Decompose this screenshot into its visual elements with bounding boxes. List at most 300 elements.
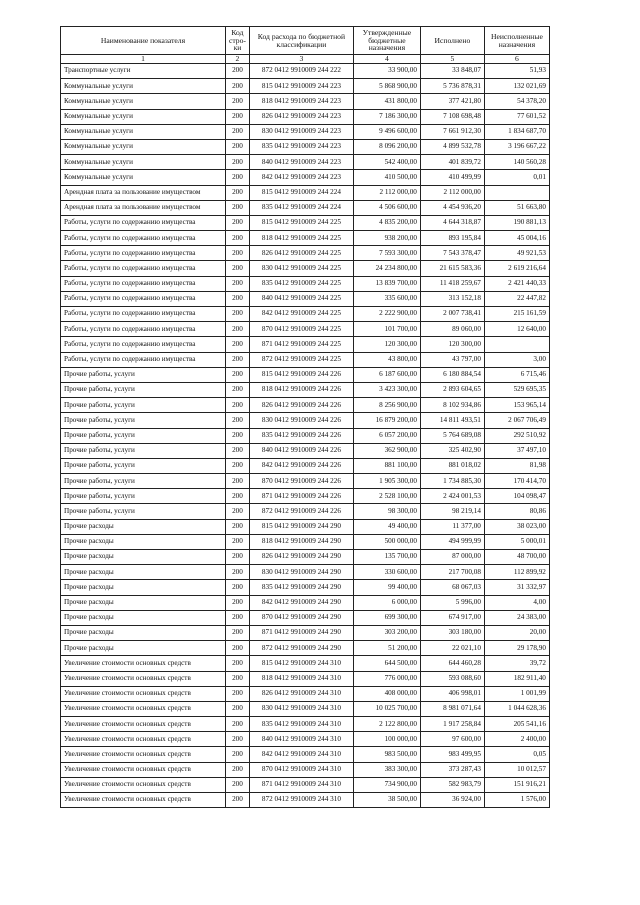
cell-executed: 582 983,79 <box>420 777 484 792</box>
table-row <box>61 200 550 215</box>
cell-unexecuted: 182 911,40 <box>484 671 549 686</box>
cell-line: 200 <box>226 686 250 701</box>
cell-code: 871 0412 9910009 244 290 <box>249 625 353 640</box>
cell-unexecuted: 140 560,28 <box>484 155 549 170</box>
cell-line: 200 <box>226 565 250 580</box>
cell-approved: 2 122 800,00 <box>353 717 420 732</box>
table-row <box>61 656 550 671</box>
table-row <box>61 534 550 549</box>
cell-executed: 7 543 378,47 <box>420 246 484 261</box>
table-row <box>61 550 550 565</box>
table-row <box>61 246 550 261</box>
table-row <box>61 139 550 154</box>
table-row <box>61 610 550 625</box>
table-row <box>61 625 550 640</box>
cell-name: Прочие работы, услуги <box>61 474 226 489</box>
cell-unexecuted: 3,00 <box>484 352 549 367</box>
cell-name: Арендная плата за пользование имуществом <box>61 185 226 200</box>
cell-approved: 6 187 600,00 <box>353 367 420 382</box>
cell-unexecuted: 6 715,46 <box>484 367 549 382</box>
cell-line: 200 <box>226 641 250 656</box>
cell-code: 872 0412 9910009 244 225 <box>249 352 353 367</box>
cell-approved: 881 100,00 <box>353 458 420 473</box>
table-row <box>61 352 550 367</box>
cell-line: 200 <box>226 200 250 215</box>
table-row <box>61 64 550 79</box>
cell-code: 818 0412 9910009 244 290 <box>249 534 353 549</box>
cell-code: 830 0412 9910009 244 223 <box>249 124 353 139</box>
cell-approved: 9 496 600,00 <box>353 124 420 139</box>
cell-line: 200 <box>226 595 250 610</box>
cell-code: 842 0412 9910009 244 223 <box>249 170 353 185</box>
cell-code: 842 0412 9910009 244 290 <box>249 595 353 610</box>
cell-line: 200 <box>226 413 250 428</box>
cell-name: Прочие расходы <box>61 534 226 549</box>
cell-line: 200 <box>226 671 250 686</box>
cell-executed: 4 899 532,78 <box>420 139 484 154</box>
cell-name: Увеличение стоимости основных средств <box>61 656 226 671</box>
cell-approved: 8 096 200,00 <box>353 139 420 154</box>
cell-unexecuted: 39,72 <box>484 656 549 671</box>
column-number: 5 <box>420 55 484 64</box>
cell-name: Прочие расходы <box>61 610 226 625</box>
table-row <box>61 382 550 397</box>
cell-executed: 5 764 689,08 <box>420 428 484 443</box>
cell-approved: 644 500,00 <box>353 656 420 671</box>
cell-name: Прочие работы, услуги <box>61 504 226 519</box>
cell-approved: 101 700,00 <box>353 322 420 337</box>
cell-approved: 983 500,00 <box>353 747 420 762</box>
cell-unexecuted: 54 378,20 <box>484 94 549 109</box>
cell-approved: 431 800,00 <box>353 94 420 109</box>
cell-line: 200 <box>226 398 250 413</box>
cell-approved: 4 835 200,00 <box>353 215 420 230</box>
cell-line: 200 <box>226 261 250 276</box>
cell-name: Коммунальные услуги <box>61 155 226 170</box>
cell-name: Увеличение стоимости основных средств <box>61 777 226 792</box>
cell-executed: 1 917 258,84 <box>420 717 484 732</box>
cell-code: 818 0412 9910009 244 225 <box>249 231 353 246</box>
cell-line: 200 <box>226 337 250 352</box>
cell-approved: 7 186 300,00 <box>353 109 420 124</box>
cell-executed: 893 195,84 <box>420 231 484 246</box>
table-row <box>61 215 550 230</box>
header-unexecuted: Неисполненные назначения <box>484 27 549 55</box>
cell-name: Увеличение стоимости основных средств <box>61 732 226 747</box>
table-row <box>61 109 550 124</box>
table-row <box>61 276 550 291</box>
cell-unexecuted: 4,00 <box>484 595 549 610</box>
cell-executed: 217 700,08 <box>420 565 484 580</box>
cell-code: 871 0412 9910009 244 226 <box>249 489 353 504</box>
cell-line: 200 <box>226 489 250 504</box>
cell-name: Прочие расходы <box>61 641 226 656</box>
cell-executed: 983 499,95 <box>420 747 484 762</box>
cell-line: 200 <box>226 474 250 489</box>
table-row <box>61 671 550 686</box>
cell-name: Арендная плата за пользование имуществом <box>61 200 226 215</box>
cell-approved: 500 000,00 <box>353 534 420 549</box>
cell-unexecuted: 1 044 628,36 <box>484 701 549 716</box>
cell-approved: 16 879 200,00 <box>353 413 420 428</box>
cell-executed: 89 060,00 <box>420 322 484 337</box>
cell-code: 870 0412 9910009 244 290 <box>249 610 353 625</box>
cell-approved: 362 900,00 <box>353 443 420 458</box>
cell-line: 200 <box>226 610 250 625</box>
cell-approved: 120 300,00 <box>353 337 420 352</box>
cell-unexecuted: 205 541,16 <box>484 717 549 732</box>
cell-name: Работы, услуги по содержанию имущества <box>61 352 226 367</box>
cell-unexecuted: 1 001,99 <box>484 686 549 701</box>
cell-code: 872 0412 9910009 244 222 <box>249 64 353 79</box>
cell-code: 840 0412 9910009 244 310 <box>249 732 353 747</box>
header-approved: Утвержденные бюджетные назначения <box>353 27 420 55</box>
cell-code: 842 0412 9910009 244 310 <box>249 747 353 762</box>
cell-name: Увеличение стоимости основных средств <box>61 762 226 777</box>
cell-name: Прочие работы, услуги <box>61 428 226 443</box>
cell-name: Увеличение стоимости основных средств <box>61 701 226 716</box>
cell-name: Коммунальные услуги <box>61 170 226 185</box>
table-row <box>61 155 550 170</box>
cell-unexecuted: 49 921,53 <box>484 246 549 261</box>
cell-unexecuted <box>484 337 549 352</box>
cell-line: 200 <box>226 793 250 808</box>
cell-code: 870 0412 9910009 244 310 <box>249 762 353 777</box>
cell-approved: 24 234 800,00 <box>353 261 420 276</box>
cell-approved: 5 868 900,00 <box>353 79 420 94</box>
cell-name: Работы, услуги по содержанию имущества <box>61 215 226 230</box>
cell-unexecuted: 22 447,82 <box>484 291 549 306</box>
cell-line: 200 <box>226 762 250 777</box>
cell-name: Работы, услуги по содержанию имущества <box>61 246 226 261</box>
cell-executed: 6 180 884,54 <box>420 367 484 382</box>
cell-line: 200 <box>226 79 250 94</box>
header-code: Код расхода по бюджетной классификации <box>249 27 353 55</box>
cell-line: 200 <box>226 519 250 534</box>
cell-executed: 68 067,03 <box>420 580 484 595</box>
table-row <box>61 717 550 732</box>
cell-approved: 49 400,00 <box>353 519 420 534</box>
column-number: 3 <box>249 55 353 64</box>
header-row <box>61 27 550 55</box>
cell-unexecuted: 292 510,92 <box>484 428 549 443</box>
cell-approved: 938 200,00 <box>353 231 420 246</box>
table-row <box>61 185 550 200</box>
cell-code: 826 0412 9910009 244 290 <box>249 550 353 565</box>
cell-code: 835 0412 9910009 244 310 <box>249 717 353 732</box>
cell-approved: 38 500,00 <box>353 793 420 808</box>
cell-unexecuted: 2 067 706,49 <box>484 413 549 428</box>
table-row <box>61 170 550 185</box>
cell-code: 826 0412 9910009 244 310 <box>249 686 353 701</box>
cell-line: 200 <box>226 215 250 230</box>
cell-line: 200 <box>226 139 250 154</box>
cell-approved: 2 222 900,00 <box>353 307 420 322</box>
cell-code: 818 0412 9910009 244 310 <box>249 671 353 686</box>
cell-name: Работы, услуги по содержанию имущества <box>61 231 226 246</box>
cell-name: Прочие расходы <box>61 580 226 595</box>
cell-approved: 699 300,00 <box>353 610 420 625</box>
cell-code: 815 0412 9910009 244 290 <box>249 519 353 534</box>
cell-line: 200 <box>226 94 250 109</box>
cell-code: 872 0412 9910009 244 290 <box>249 641 353 656</box>
cell-name: Прочие расходы <box>61 565 226 580</box>
cell-unexecuted: 151 916,21 <box>484 777 549 792</box>
cell-name: Коммунальные услуги <box>61 79 226 94</box>
cell-unexecuted: 37 497,10 <box>484 443 549 458</box>
column-number: 2 <box>226 55 250 64</box>
cell-executed: 22 021,10 <box>420 641 484 656</box>
table-row <box>61 124 550 139</box>
cell-executed: 377 421,80 <box>420 94 484 109</box>
cell-line: 200 <box>226 701 250 716</box>
cell-approved: 410 500,00 <box>353 170 420 185</box>
cell-name: Работы, услуги по содержанию имущества <box>61 337 226 352</box>
table-row <box>61 565 550 580</box>
cell-line: 200 <box>226 246 250 261</box>
cell-approved: 2 112 000,00 <box>353 185 420 200</box>
cell-executed: 36 924,00 <box>420 793 484 808</box>
cell-code: 871 0412 9910009 244 310 <box>249 777 353 792</box>
table-row <box>61 732 550 747</box>
table-row <box>61 443 550 458</box>
cell-executed: 644 460,28 <box>420 656 484 671</box>
cell-executed: 43 797,00 <box>420 352 484 367</box>
cell-code: 840 0412 9910009 244 225 <box>249 291 353 306</box>
cell-unexecuted: 81,98 <box>484 458 549 473</box>
cell-unexecuted: 3 196 667,22 <box>484 139 549 154</box>
cell-code: 818 0412 9910009 244 223 <box>249 94 353 109</box>
cell-code: 872 0412 9910009 244 310 <box>249 793 353 808</box>
cell-line: 200 <box>226 382 250 397</box>
cell-approved: 2 528 100,00 <box>353 489 420 504</box>
cell-code: 818 0412 9910009 244 226 <box>249 382 353 397</box>
cell-unexecuted: 1 834 687,70 <box>484 124 549 139</box>
cell-unexecuted: 153 965,14 <box>484 398 549 413</box>
cell-executed: 325 402,90 <box>420 443 484 458</box>
cell-approved: 33 900,00 <box>353 64 420 79</box>
table-row <box>61 504 550 519</box>
header-name: Наименование показателя <box>61 27 226 55</box>
cell-code: 830 0412 9910009 244 226 <box>249 413 353 428</box>
cell-approved: 6 000,00 <box>353 595 420 610</box>
cell-executed: 11 418 259,67 <box>420 276 484 291</box>
cell-name: Работы, услуги по содержанию имущества <box>61 291 226 306</box>
cell-approved: 408 000,00 <box>353 686 420 701</box>
cell-approved: 135 700,00 <box>353 550 420 565</box>
cell-line: 200 <box>226 534 250 549</box>
cell-name: Прочие работы, услуги <box>61 382 226 397</box>
cell-executed: 98 219,14 <box>420 504 484 519</box>
cell-executed: 5 996,00 <box>420 595 484 610</box>
cell-code: 830 0412 9910009 244 225 <box>249 261 353 276</box>
cell-unexecuted: 0,05 <box>484 747 549 762</box>
cell-code: 815 0412 9910009 244 223 <box>249 79 353 94</box>
cell-line: 200 <box>226 550 250 565</box>
cell-executed: 2 424 001,53 <box>420 489 484 504</box>
cell-unexecuted: 215 161,59 <box>484 307 549 322</box>
cell-code: 871 0412 9910009 244 225 <box>249 337 353 352</box>
cell-name: Работы, услуги по содержанию имущества <box>61 307 226 322</box>
cell-unexecuted: 31 332,97 <box>484 580 549 595</box>
cell-executed: 303 180,00 <box>420 625 484 640</box>
table-row <box>61 489 550 504</box>
cell-line: 200 <box>226 580 250 595</box>
table-row <box>61 701 550 716</box>
cell-line: 200 <box>226 170 250 185</box>
cell-line: 200 <box>226 717 250 732</box>
cell-executed: 120 300,00 <box>420 337 484 352</box>
cell-executed: 8 981 071,64 <box>420 701 484 716</box>
cell-executed: 14 811 493,51 <box>420 413 484 428</box>
cell-name: Коммунальные услуги <box>61 139 226 154</box>
cell-name: Увеличение стоимости основных средств <box>61 686 226 701</box>
table-row <box>61 793 550 808</box>
cell-name: Прочие работы, услуги <box>61 489 226 504</box>
cell-executed: 33 848,07 <box>420 64 484 79</box>
cell-approved: 100 000,00 <box>353 732 420 747</box>
cell-unexecuted: 112 899,92 <box>484 565 549 580</box>
table-row <box>61 747 550 762</box>
cell-unexecuted: 190 881,13 <box>484 215 549 230</box>
cell-line: 200 <box>226 155 250 170</box>
cell-line: 200 <box>226 656 250 671</box>
cell-unexecuted: 5 000,01 <box>484 534 549 549</box>
cell-unexecuted: 51 663,80 <box>484 200 549 215</box>
cell-code: 835 0412 9910009 244 223 <box>249 139 353 154</box>
table-row <box>61 367 550 382</box>
cell-executed: 4 454 936,20 <box>420 200 484 215</box>
cell-code: 830 0412 9910009 244 290 <box>249 565 353 580</box>
cell-executed: 494 999,99 <box>420 534 484 549</box>
cell-name: Прочие работы, услуги <box>61 443 226 458</box>
cell-executed: 406 998,01 <box>420 686 484 701</box>
column-number: 4 <box>353 55 420 64</box>
cell-unexecuted: 2 421 440,33 <box>484 276 549 291</box>
cell-name: Коммунальные услуги <box>61 124 226 139</box>
cell-line: 200 <box>226 124 250 139</box>
cell-code: 815 0412 9910009 244 224 <box>249 185 353 200</box>
cell-executed: 11 377,00 <box>420 519 484 534</box>
cell-unexecuted <box>484 185 549 200</box>
table-row <box>61 474 550 489</box>
budget-execution-sheet <box>60 26 550 808</box>
cell-code: 815 0412 9910009 244 225 <box>249 215 353 230</box>
cell-line: 200 <box>226 777 250 792</box>
cell-unexecuted: 2 400,00 <box>484 732 549 747</box>
cell-unexecuted: 51,93 <box>484 64 549 79</box>
cell-approved: 13 839 700,00 <box>353 276 420 291</box>
cell-executed: 401 839,72 <box>420 155 484 170</box>
cell-executed: 313 152,18 <box>420 291 484 306</box>
cell-code: 835 0412 9910009 244 225 <box>249 276 353 291</box>
table-row <box>61 458 550 473</box>
cell-line: 200 <box>226 109 250 124</box>
cell-code: 835 0412 9910009 244 224 <box>249 200 353 215</box>
table-body <box>61 64 550 808</box>
cell-line: 200 <box>226 504 250 519</box>
cell-approved: 10 025 700,00 <box>353 701 420 716</box>
cell-unexecuted: 2 619 216,64 <box>484 261 549 276</box>
cell-line: 200 <box>226 443 250 458</box>
table-row <box>61 307 550 322</box>
cell-executed: 593 088,60 <box>420 671 484 686</box>
cell-name: Работы, услуги по содержанию имущества <box>61 261 226 276</box>
cell-unexecuted: 0,01 <box>484 170 549 185</box>
cell-approved: 734 900,00 <box>353 777 420 792</box>
cell-code: 826 0412 9910009 244 225 <box>249 246 353 261</box>
cell-code: 826 0412 9910009 244 223 <box>249 109 353 124</box>
cell-name: Прочие расходы <box>61 550 226 565</box>
cell-approved: 8 256 900,00 <box>353 398 420 413</box>
cell-unexecuted: 45 004,16 <box>484 231 549 246</box>
cell-approved: 99 400,00 <box>353 580 420 595</box>
cell-code: 826 0412 9910009 244 226 <box>249 398 353 413</box>
cell-unexecuted: 132 021,69 <box>484 79 549 94</box>
cell-executed: 4 644 318,87 <box>420 215 484 230</box>
cell-line: 200 <box>226 185 250 200</box>
table-row <box>61 231 550 246</box>
cell-approved: 3 423 300,00 <box>353 382 420 397</box>
table-row <box>61 322 550 337</box>
cell-approved: 7 593 300,00 <box>353 246 420 261</box>
cell-unexecuted: 77 601,52 <box>484 109 549 124</box>
cell-name: Увеличение стоимости основных средств <box>61 793 226 808</box>
header-executed: Исполнено <box>420 27 484 55</box>
cell-executed: 2 893 604,65 <box>420 382 484 397</box>
table-row <box>61 762 550 777</box>
cell-code: 842 0412 9910009 244 225 <box>249 307 353 322</box>
cell-name: Прочие работы, услуги <box>61 398 226 413</box>
cell-unexecuted: 80,86 <box>484 504 549 519</box>
cell-executed: 881 018,02 <box>420 458 484 473</box>
table-row <box>61 641 550 656</box>
cell-line: 200 <box>226 64 250 79</box>
cell-name: Увеличение стоимости основных средств <box>61 717 226 732</box>
cell-code: 835 0412 9910009 244 290 <box>249 580 353 595</box>
cell-unexecuted: 104 098,47 <box>484 489 549 504</box>
cell-name: Увеличение стоимости основных средств <box>61 671 226 686</box>
cell-line: 200 <box>226 291 250 306</box>
cell-line: 200 <box>226 231 250 246</box>
cell-executed: 7 661 912,30 <box>420 124 484 139</box>
cell-code: 835 0412 9910009 244 226 <box>249 428 353 443</box>
cell-name: Прочие работы, услуги <box>61 367 226 382</box>
cell-code: 842 0412 9910009 244 226 <box>249 458 353 473</box>
cell-unexecuted: 24 383,00 <box>484 610 549 625</box>
cell-executed: 2 007 738,41 <box>420 307 484 322</box>
cell-name: Работы, услуги по содержанию имущества <box>61 322 226 337</box>
cell-code: 840 0412 9910009 244 223 <box>249 155 353 170</box>
cell-name: Прочие работы, услуги <box>61 413 226 428</box>
cell-name: Увеличение стоимости основных средств <box>61 747 226 762</box>
cell-executed: 373 287,43 <box>420 762 484 777</box>
cell-name: Прочие расходы <box>61 595 226 610</box>
cell-line: 200 <box>226 747 250 762</box>
table-row <box>61 337 550 352</box>
cell-unexecuted: 529 695,35 <box>484 382 549 397</box>
cell-executed: 21 615 583,36 <box>420 261 484 276</box>
cell-executed: 97 600,00 <box>420 732 484 747</box>
cell-name: Прочие расходы <box>61 519 226 534</box>
cell-line: 200 <box>226 307 250 322</box>
column-number: 6 <box>484 55 549 64</box>
cell-executed: 1 734 885,30 <box>420 474 484 489</box>
cell-executed: 87 000,00 <box>420 550 484 565</box>
cell-executed: 5 736 878,31 <box>420 79 484 94</box>
cell-approved: 98 300,00 <box>353 504 420 519</box>
table-row <box>61 291 550 306</box>
